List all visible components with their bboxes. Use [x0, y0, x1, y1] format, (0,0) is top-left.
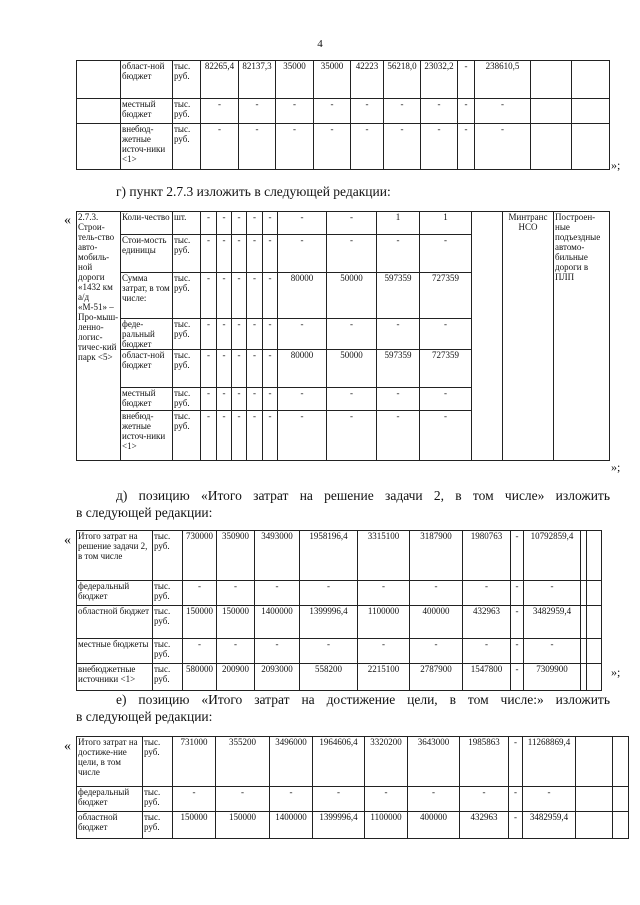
closing-quote: »; [611, 665, 621, 679]
table-cell: - [173, 787, 216, 812]
table-cell: - [263, 350, 278, 388]
table-cell: 350900 [217, 531, 255, 581]
table-cell: феде-ральный бюджет [121, 319, 173, 350]
table-cell [587, 531, 602, 581]
table-cell: - [201, 388, 217, 411]
table-row [77, 639, 616, 664]
table-cell: - [523, 787, 576, 812]
table-cell: 1100000 [365, 812, 408, 839]
table-cell: - [276, 124, 314, 170]
table-cell: - [247, 319, 263, 350]
table-cell: - [247, 235, 263, 273]
table-cell: 3496000 [270, 737, 313, 787]
table-row [77, 124, 610, 170]
table-cell: 3315100 [358, 531, 410, 581]
table-cell: 597359 [377, 350, 420, 388]
table-cell: 3643000 [408, 737, 460, 787]
table-cell [613, 787, 629, 812]
table-cell: тыс. руб. [173, 273, 201, 319]
table-cell: 11268869,4 [523, 737, 576, 787]
table-cell: - [351, 124, 384, 170]
table-cell: - [217, 319, 232, 350]
table-cell: - [278, 411, 327, 461]
table-row [77, 531, 616, 581]
table-cell: тыс. руб. [173, 61, 201, 99]
table-cell: Коли-чество [121, 212, 173, 235]
table-row [77, 664, 616, 691]
table-cell: - [327, 235, 377, 273]
table-cell: Итого затрат на достиже-ние цели, в том числе [77, 737, 143, 787]
table-cell: - [327, 411, 377, 461]
table-cell [613, 812, 629, 839]
table-cell: - [351, 99, 384, 124]
table-cell [77, 99, 121, 124]
table-cell: - [314, 99, 351, 124]
table-cell [572, 124, 610, 170]
table-cell: - [463, 639, 511, 664]
table-cell: 3320200 [365, 737, 408, 787]
table-cell: - [524, 639, 581, 664]
table-cell: - [509, 787, 523, 812]
table-cell: - [377, 411, 420, 461]
table-cell: местный бюджет [121, 99, 173, 124]
table-cell: - [201, 273, 217, 319]
table-cell: 7309900 [524, 664, 581, 691]
table-cell: - [278, 212, 327, 235]
table-cell: - [300, 581, 358, 606]
table-cell [77, 61, 121, 99]
table-cell: - [421, 124, 458, 170]
table-cell: 400000 [408, 812, 460, 839]
instruction-d: д) позицию «Итого затрат на решение задачи 2, в том числе» изложить [116, 488, 610, 503]
table-cell: 35000 [314, 61, 351, 99]
table-cell: 2787900 [410, 664, 463, 691]
table-cell: областной бюджет [77, 812, 143, 839]
table-cell: 200900 [217, 664, 255, 691]
table-cell: 1958196,4 [300, 531, 358, 581]
table-row [77, 787, 640, 812]
table-cell: 1400000 [270, 812, 313, 839]
table-cell [472, 212, 503, 461]
table-cell: - [201, 350, 217, 388]
table-cell: тыс. руб. [153, 639, 183, 664]
table-cell [576, 812, 613, 839]
table-cell: 1100000 [358, 606, 410, 639]
table-row [77, 212, 610, 235]
table-cell [572, 61, 610, 99]
table-cell: тыс. руб. [153, 606, 183, 639]
table-cell: - [232, 350, 247, 388]
table-cell: тыс. руб. [173, 124, 201, 170]
table-row [77, 606, 616, 639]
table-cell: федеральный бюджет [77, 581, 153, 606]
table-cell: 2093000 [255, 664, 300, 691]
instruction-e: е) позицию «Итого затрат на достижение цели, в том числе:» изложить [116, 692, 610, 707]
table-continued [76, 60, 610, 170]
table-cell: 3482959,4 [523, 812, 576, 839]
table-cell: 400000 [410, 606, 463, 639]
table-cell: - [511, 606, 524, 639]
table-cell [572, 99, 610, 124]
table-cell: 42223 [351, 61, 384, 99]
table-cell: тыс. руб. [153, 664, 183, 691]
table-cell: - [524, 581, 581, 606]
table-cell: - [509, 812, 523, 839]
closing-quote: »; [611, 158, 621, 172]
table-cell: - [420, 411, 472, 461]
table-itogo-goal [76, 736, 640, 839]
table-cell: - [410, 639, 463, 664]
table-cell: - [247, 212, 263, 235]
table-cell: 355200 [216, 737, 270, 787]
table-cell: тыс. руб. [173, 235, 201, 273]
table-cell: - [475, 99, 531, 124]
table-cell: - [420, 235, 472, 273]
table-cell: - [377, 388, 420, 411]
table-cell: - [263, 388, 278, 411]
table-cell: - [263, 235, 278, 273]
table-cell: - [232, 388, 247, 411]
table-cell: тыс. руб. [173, 319, 201, 350]
table-cell: - [247, 411, 263, 461]
table-cell: - [460, 787, 509, 812]
table-cell: - [217, 273, 232, 319]
table-cell: тыс. руб. [173, 388, 201, 411]
table-cell [587, 606, 602, 639]
table-cell: - [410, 581, 463, 606]
table-cell: внебюд-жетные источ-ники <1> [121, 124, 173, 170]
table-cell: 150000 [216, 812, 270, 839]
table-cell: - [217, 581, 255, 606]
table-cell: - [217, 639, 255, 664]
table-cell: - [216, 787, 270, 812]
table-cell: - [239, 124, 276, 170]
table-cell: 150000 [173, 812, 216, 839]
table-cell: - [420, 388, 472, 411]
instruction-e-cont: в следующей редакции: [76, 709, 213, 724]
table-cell: Стои-мость единицы [121, 235, 173, 273]
table-cell: тыс. руб. [153, 581, 183, 606]
table-cell [77, 124, 121, 170]
table-cell: - [408, 787, 460, 812]
table-cell: областной бюджет [77, 606, 153, 639]
table-cell: - [358, 639, 410, 664]
table-cell: - [278, 319, 327, 350]
table-cell: - [511, 639, 524, 664]
table-cell: 1980763 [463, 531, 511, 581]
table-cell: 1399996,4 [313, 812, 365, 839]
table-cell: 1985863 [460, 737, 509, 787]
table-cell: - [358, 581, 410, 606]
table-cell: 730000 [183, 531, 217, 581]
table-cell [587, 664, 602, 691]
table-cell: 432963 [463, 606, 511, 639]
table-cell [531, 99, 572, 124]
table-cell: - [239, 99, 276, 124]
table-cell: област-ной бюджет [121, 350, 173, 388]
table-cell: Минтранс НСО [503, 212, 554, 461]
table-cell: - [458, 99, 475, 124]
table-cell: 3493000 [255, 531, 300, 581]
table-cell: 3482959,4 [524, 606, 581, 639]
table-cell: 50000 [327, 350, 377, 388]
table-cell [531, 124, 572, 170]
table-cell [531, 61, 572, 99]
table-row [77, 581, 616, 606]
table-cell: - [377, 319, 420, 350]
table-cell: - [384, 124, 421, 170]
table-cell: - [314, 124, 351, 170]
table-cell: 580000 [183, 664, 217, 691]
opening-quote: « [64, 739, 71, 754]
table-cell: 558200 [300, 664, 358, 691]
table-cell: - [509, 737, 523, 787]
table-cell: - [420, 319, 472, 350]
table-row [77, 812, 640, 839]
table-cell: Построен-ные подъездные автомо-бильные дороги в ПЛП [554, 212, 610, 461]
opening-quote: « [64, 213, 71, 228]
table-cell: - [255, 639, 300, 664]
table-cell: 150000 [217, 606, 255, 639]
table-cell: - [421, 99, 458, 124]
table-cell: - [217, 212, 232, 235]
table-cell: - [278, 388, 327, 411]
instruction-g: г) пункт 2.7.3 изложить в следующей редакции: [116, 184, 391, 199]
table-cell: - [278, 235, 327, 273]
table-cell: - [183, 639, 217, 664]
table-cell: 3187900 [410, 531, 463, 581]
table-cell: - [300, 639, 358, 664]
table-cell: 731000 [173, 737, 216, 787]
instruction-d-cont: в следующей редакции: [76, 505, 213, 520]
table-cell: тыс. руб. [143, 787, 173, 812]
table-cell: Сумма затрат, в том числе: [121, 273, 173, 319]
table-cell: тыс. руб. [153, 531, 183, 581]
table-cell: - [270, 787, 313, 812]
table-cell: - [247, 350, 263, 388]
table-cell: 238610,5 [475, 61, 531, 99]
table-cell: внебюджетные источники <1> [77, 664, 153, 691]
table-cell: 727359 [420, 273, 472, 319]
table-cell: 597359 [377, 273, 420, 319]
table-cell: - [511, 581, 524, 606]
table-cell: - [276, 99, 314, 124]
table-cell: - [201, 99, 239, 124]
table-cell: - [232, 319, 247, 350]
table-cell: 1 [420, 212, 472, 235]
table-cell: - [263, 411, 278, 461]
table-cell: 1547800 [463, 664, 511, 691]
table-cell: 1400000 [255, 606, 300, 639]
table-cell: - [263, 273, 278, 319]
table-cell: Итого затрат на решение задачи 2, в том числе [77, 531, 153, 581]
closing-quote: »; [611, 460, 621, 474]
table-cell: 1 [377, 212, 420, 235]
table-cell: тыс. руб. [173, 350, 201, 388]
table-cell: 2215100 [358, 664, 410, 691]
table-cell [587, 639, 602, 664]
table-cell: тыс. руб. [173, 411, 201, 461]
table-cell: 50000 [327, 273, 377, 319]
table-cell: - [217, 350, 232, 388]
table-cell: - [201, 319, 217, 350]
table-cell: - [217, 388, 232, 411]
table-cell: тыс. руб. [173, 99, 201, 124]
table-cell: 80000 [278, 273, 327, 319]
table-cell [613, 737, 629, 787]
table-cell: - [217, 411, 232, 461]
table-cell: 432963 [460, 812, 509, 839]
table-cell: - [263, 212, 278, 235]
table-row [77, 99, 610, 124]
table-cell: - [232, 235, 247, 273]
table-cell: федеральный бюджет [77, 787, 143, 812]
table-cell: - [313, 787, 365, 812]
table-cell: - [232, 411, 247, 461]
table-cell: внебюд-жетные источ-ники <1> [121, 411, 173, 461]
table-cell: местный бюджет [121, 388, 173, 411]
table-cell: - [201, 124, 239, 170]
table-cell: - [327, 212, 377, 235]
table-cell: - [327, 319, 377, 350]
table-cell: 56218,0 [384, 61, 421, 99]
table-cell: - [458, 61, 475, 99]
table-cell: - [511, 531, 524, 581]
table-cell: 2.7.3. Строи-тель-ство авто-мобиль-ной дороги «1432 км а/д «М-51» – Про-мыш-ленно-логис-тичес-кий парк <5> [77, 212, 121, 461]
table-cell: - [201, 235, 217, 273]
table-cell: - [183, 581, 217, 606]
table-cell: - [201, 212, 217, 235]
table-cell: - [384, 99, 421, 124]
table-cell: местные бюджеты [77, 639, 153, 664]
table-row [77, 737, 640, 787]
table-cell: 82137,3 [239, 61, 276, 99]
table-cell: 23032,2 [421, 61, 458, 99]
table-cell: - [458, 124, 475, 170]
table-cell: 10792859,4 [524, 531, 581, 581]
table-cell: - [217, 235, 232, 273]
table-cell: област-ной бюджет [121, 61, 173, 99]
opening-quote: « [64, 533, 71, 548]
table-cell: 727359 [420, 350, 472, 388]
table-cell: - [247, 273, 263, 319]
table-cell: - [377, 235, 420, 273]
table-cell [587, 581, 602, 606]
table-cell [576, 787, 613, 812]
table-cell: - [511, 664, 524, 691]
table-cell: - [365, 787, 408, 812]
table-cell: 150000 [183, 606, 217, 639]
table-cell: - [327, 388, 377, 411]
table-cell: - [475, 124, 531, 170]
table-cell: шт. [173, 212, 201, 235]
table-row [77, 61, 610, 99]
table-cell: - [232, 212, 247, 235]
table-2-7-3 [76, 211, 610, 461]
table-cell [576, 737, 613, 787]
table-cell: - [201, 411, 217, 461]
table-cell: тыс. руб. [143, 812, 173, 839]
table-cell: - [463, 581, 511, 606]
page-number: 4 [317, 38, 323, 50]
table-cell: 35000 [276, 61, 314, 99]
table-cell: - [263, 319, 278, 350]
table-cell: 80000 [278, 350, 327, 388]
table-cell: 82265,4 [201, 61, 239, 99]
table-cell: тыс. руб. [143, 737, 173, 787]
table-cell: 1964606,4 [313, 737, 365, 787]
table-cell: - [232, 273, 247, 319]
table-cell: - [255, 581, 300, 606]
table-cell: - [247, 388, 263, 411]
table-cell: 1399996,4 [300, 606, 358, 639]
table-itogo-task2 [76, 530, 616, 691]
